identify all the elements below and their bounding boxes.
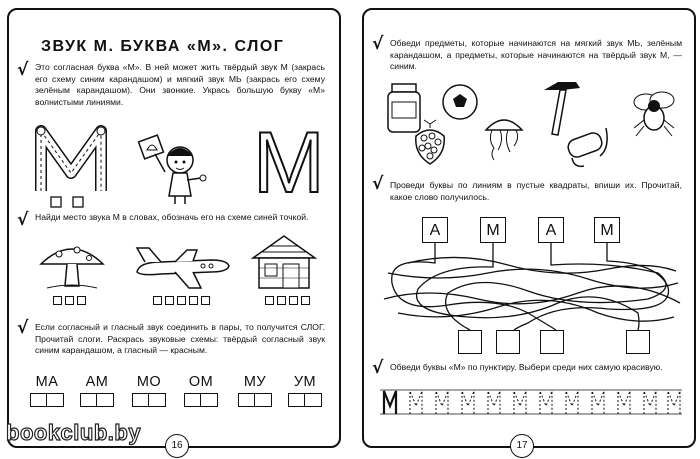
- syllable-label: МУ: [243, 374, 267, 390]
- check-mark-icon: √: [372, 358, 384, 378]
- answer-box[interactable]: [626, 330, 650, 354]
- girl-with-sign-illustration: [135, 128, 215, 208]
- line-maze: [378, 243, 684, 333]
- syllable-scheme: [235, 393, 275, 407]
- sound-scheme: [265, 296, 310, 305]
- sound-scheme: [153, 296, 210, 305]
- task-2-text: Проведи буквы по линиям в пустые квадраты, впиши их. Прочитай, какое слово получилось.: [390, 180, 682, 202]
- big-letter-m: М: [253, 115, 325, 211]
- syllable-item: [129, 374, 169, 407]
- syllable-item: [27, 374, 67, 407]
- airplane-illustration: [131, 242, 233, 292]
- ball-icon: [440, 82, 480, 122]
- syllable-scheme: [129, 393, 169, 407]
- sound-scheme: [53, 296, 86, 305]
- answer-box[interactable]: [496, 330, 520, 354]
- mushroom-illustration: [37, 240, 107, 290]
- task-3-text: Обведи буквы «М» по пунктиру. Выбери среди них самую красивую.: [390, 362, 663, 372]
- page-title: ЗВУК М. БУКВА «М». СЛОГ: [41, 38, 285, 55]
- house-illustration: [249, 232, 319, 292]
- check-mark-icon: √: [372, 34, 384, 54]
- m-tracing-row: [380, 388, 682, 416]
- diving-mask-icon: [562, 118, 614, 170]
- syllable-scheme: [181, 393, 221, 407]
- page-17: [362, 8, 696, 451]
- answer-box[interactable]: [458, 330, 482, 354]
- syllable-scheme: [285, 393, 325, 407]
- syllable-label: МА: [35, 374, 59, 390]
- task-2-text: Найди место звука М в словах, обозначь его на схеме синей точкой.: [35, 212, 309, 222]
- syllable-label: МО: [136, 374, 162, 390]
- syllable-item: [285, 374, 325, 407]
- syllable-item: [181, 374, 221, 407]
- check-mark-icon: √: [17, 60, 29, 80]
- syllable-label: УМ: [293, 374, 317, 390]
- page-number: 16: [165, 434, 189, 458]
- letter-box: М: [594, 217, 620, 243]
- task-1-text: Обведи предметы, которые начинаются на мягкий звук МЬ, зелёным карандашом, а предметы, которые начинаются на твёрдый звук М, — синим.: [390, 38, 682, 71]
- check-mark-icon: √: [372, 174, 384, 194]
- syllable-label: АМ: [85, 374, 109, 390]
- syllable-item: [77, 374, 117, 407]
- check-mark-icon: √: [17, 210, 29, 230]
- jellyfish-icon: [482, 110, 526, 162]
- fly-icon: [628, 90, 680, 138]
- answer-box[interactable]: [540, 330, 564, 354]
- syllable-scheme: [27, 393, 67, 407]
- syllable-scheme: [77, 393, 117, 407]
- raspberry-icon: [410, 118, 450, 168]
- m-tracing-illustration: [33, 125, 109, 211]
- check-mark-icon: √: [17, 318, 29, 338]
- task-1-text: Это согласная буква «М». В ней может жить твёрдый звук М (закрась его схему синим карандашом) и мягкий звук МЬ (закрась его схему зелёным карандашом). Они звонкие. Укрась большую букву «М» волнистыми линиями.: [35, 62, 325, 107]
- letter-box: А: [422, 217, 448, 243]
- page-number: 17: [510, 434, 534, 458]
- watermark: bookclub.by: [6, 420, 142, 445]
- page-16: [7, 8, 341, 451]
- letter-box: М: [480, 217, 506, 243]
- task-3-text: Если согласный и гласный звук соединить в пары, то получится СЛОГ. Прочитай слоги. Раскрась звуковые схемы: твёрдый согласный звук синим карандашом, а гласный — красным.: [35, 322, 325, 355]
- letter-box: А: [538, 217, 564, 243]
- syllable-item: [235, 374, 275, 407]
- syllable-label: ОМ: [188, 374, 214, 390]
